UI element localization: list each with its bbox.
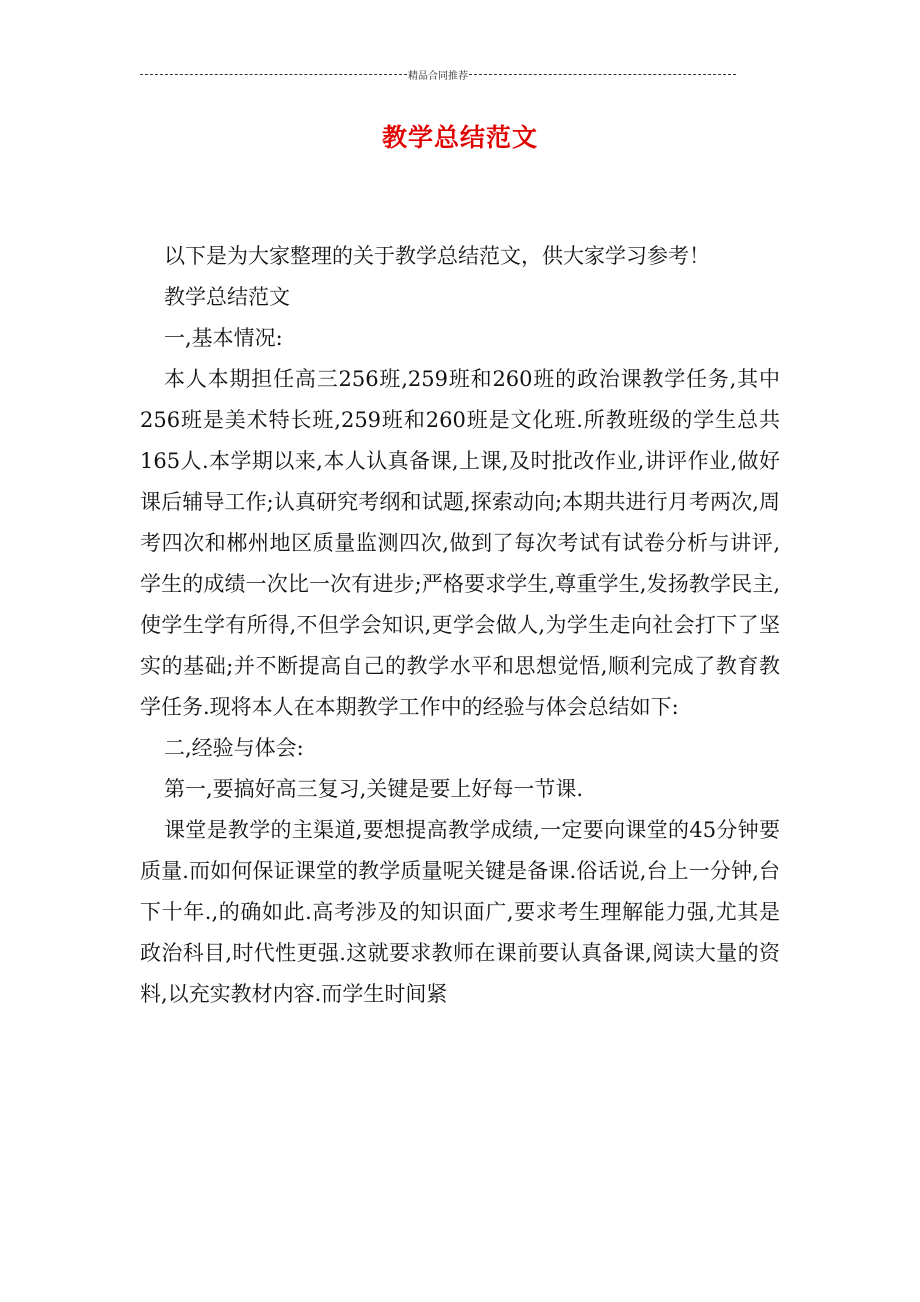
document-title: 教学总结范文 [381, 123, 538, 152]
point-one-paragraph: 课堂是教学的主渠道,要想提高教学成绩,一定要向课堂的45分钟要质量.而如何保证课堂的教学质量呢关键是备课.俗话说,台上一分钟,台下十年.,的确如此.高考涉及的知识面广,要求考生理解能力强,尤其是政治科目,时代性更强.这就要求教师在课前要认真备课,阅读大量的资料,以充实教材内容.而学生时间紧 [140, 818, 780, 1006]
header-label: 精品合同推荐 [408, 70, 468, 82]
basic-situation-paragraph: 本人本期担任高三256班,259班和260班的政治课教学任务,其中256班是美术特长班,259班和260班是文化班.所教班级的学生总共165人.本学期以来,本人认真备课,上课,及时批改作业,讲评作业,做好课后辅导工作;认真研究考纲和试题,探索动向;本期共进行月考两次,周考四次和郴州地区质量监测四次,做到了每次考试有试卷分析与讲评,学生的成绩一次比一次有进步;严格要求学生,尊重学生,发扬教学民主,使学生学有所得,不但学会知识,更学会做人,为学生走向社会打下了坚实的基础;并不断提高自己的教学水平和思想觉悟,顺利完成了教育教学任务.现将本人在本期教学工作中的经验与体会总结如下: [140, 367, 780, 719]
section-heading-basic: 一,基本情况: [164, 326, 283, 350]
header-dash-left [140, 74, 407, 75]
intro-paragraph: 以下是为大家整理的关于教学总结范文，供大家学习参考！ [164, 244, 710, 268]
header-dash-right [469, 74, 736, 75]
header-rule [140, 66, 736, 82]
point-one-heading: 第一,要搞好高三复习,关键是要上好每一节课. [164, 777, 584, 801]
document-body [140, 236, 780, 1015]
section-heading-experience: 二,经验与体会: [164, 736, 304, 760]
subtitle-paragraph: 教学总结范文 [164, 285, 290, 309]
